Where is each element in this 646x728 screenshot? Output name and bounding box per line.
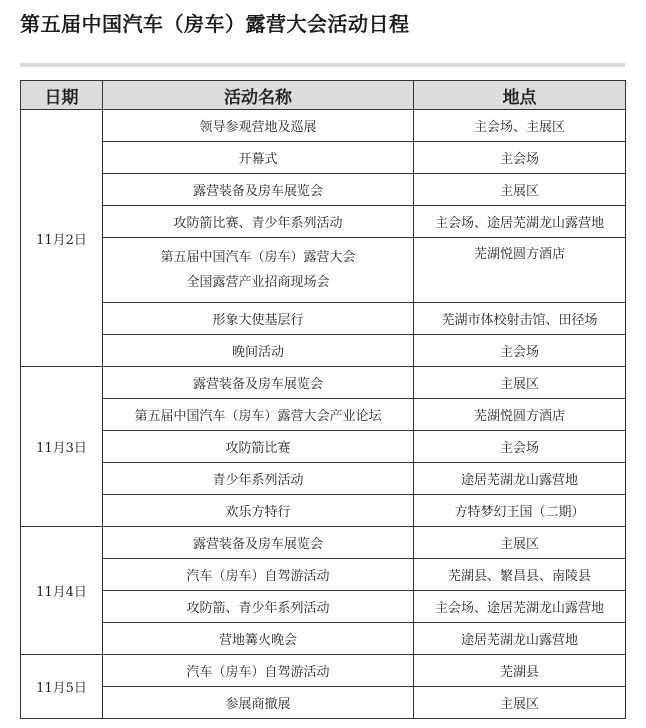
- page-title: 第五届中国汽车（房车）露营大会活动日程: [20, 12, 410, 36]
- title-divider: [20, 63, 625, 67]
- table-row: [21, 367, 626, 399]
- date-cell: 11月2日: [21, 110, 103, 367]
- activity-name: 参展商撤展: [225, 697, 291, 712]
- activity-name: 汽车（房车）自驾游活动: [186, 569, 330, 584]
- location-cell: 芜湖悦圆方酒店: [414, 399, 626, 431]
- date-cell: 11月4日: [21, 527, 103, 655]
- location-cell: 主展区: [414, 527, 626, 559]
- activity-cell: [103, 655, 414, 687]
- table-row: [21, 463, 626, 495]
- activity-cell: [103, 463, 414, 495]
- table-row: [21, 206, 626, 238]
- table-row: [21, 527, 626, 559]
- activity-cell: [103, 687, 414, 719]
- location-cell: 芜湖悦圆方酒店: [414, 238, 626, 303]
- activity-cell: [103, 335, 414, 367]
- activity-name: 全国露营产业招商现场会: [186, 275, 330, 290]
- activity-name: 第五届中国汽车（房车）露营大会产业论坛: [134, 409, 382, 424]
- table-row: [21, 335, 626, 367]
- activity-cell: [103, 431, 414, 463]
- activity-cell: [103, 367, 414, 399]
- activity-cell: [103, 495, 414, 527]
- activity-cell: [103, 206, 414, 238]
- activity-cell: [103, 174, 414, 206]
- activity-name: 露营装备及房车展览会: [192, 537, 323, 552]
- table-row: [21, 687, 626, 719]
- activity-name: 形象大使基层行: [212, 313, 304, 328]
- header-activity: 活动名称: [103, 81, 414, 110]
- location-cell: 主会场: [414, 335, 626, 367]
- location-cell: 主会场: [414, 431, 626, 463]
- activity-cell: [103, 623, 414, 655]
- activity-cell: [103, 238, 414, 303]
- table-row: [21, 142, 626, 174]
- location-cell: 途居芜湖龙山露营地: [414, 463, 626, 495]
- table-row: [21, 303, 626, 335]
- table-row: [21, 623, 626, 655]
- table-row: [21, 238, 626, 303]
- location-cell: 芜湖市体校射击馆、田径场: [414, 303, 626, 335]
- table-row: [21, 655, 626, 687]
- activity-cell: [103, 591, 414, 623]
- activity-cell: [103, 527, 414, 559]
- location-cell: 方特梦幻王国（二期）: [414, 495, 626, 527]
- location-cell: 主会场: [414, 142, 626, 174]
- activity-name: 攻防箭比赛: [225, 441, 291, 456]
- table-row: [21, 591, 626, 623]
- date-cell: 11月5日: [21, 655, 103, 719]
- activity-cell: [103, 142, 414, 174]
- location-cell: 主展区: [414, 687, 626, 719]
- schedule-table: [20, 80, 626, 719]
- activity-name: 露营装备及房车展览会: [192, 377, 323, 392]
- header-date: 日期: [21, 81, 103, 110]
- location-cell: 主展区: [414, 174, 626, 206]
- activity-cell: [103, 303, 414, 335]
- schedule-body: [21, 110, 626, 719]
- activity-name: 晚间活动: [231, 345, 284, 360]
- date-cell: 11月3日: [21, 367, 103, 527]
- table-row: [21, 559, 626, 591]
- activity-name: 欢乐方特行: [225, 505, 291, 520]
- activity-name: 汽车（房车）自驾游活动: [186, 665, 330, 680]
- location-cell: 途居芜湖龙山露营地: [414, 623, 626, 655]
- activity-cell: [103, 399, 414, 431]
- location-cell: 主会场、途居芜湖龙山露营地: [414, 206, 626, 238]
- activity-name: 营地篝火晚会: [218, 633, 297, 648]
- activity-cell: [103, 559, 414, 591]
- activity-cell: [103, 110, 414, 142]
- activity-name: 开幕式: [238, 152, 278, 167]
- activity-name: 露营装备及房车展览会: [192, 184, 323, 199]
- header-location: 地点: [414, 81, 626, 110]
- activity-name: 领导参观营地及巡展: [199, 120, 317, 135]
- table-row: [21, 399, 626, 431]
- activity-name: 攻防箭比赛、青少年系列活动: [173, 216, 343, 231]
- table-row: [21, 174, 626, 206]
- location-cell: 芜湖县、繁昌县、南陵县: [414, 559, 626, 591]
- activity-name: 攻防箭、青少年系列活动: [186, 601, 330, 616]
- table-row: [21, 110, 626, 142]
- table-row: [21, 431, 626, 463]
- location-cell: 主会场、主展区: [414, 110, 626, 142]
- location-cell: 主展区: [414, 367, 626, 399]
- activity-name: 青少年系列活动: [212, 473, 304, 488]
- activity-name: 第五届中国汽车（房车）露营大会: [160, 250, 356, 265]
- location-cell: 芜湖县: [414, 655, 626, 687]
- table-row: [21, 495, 626, 527]
- table-header-row: [21, 81, 626, 110]
- location-cell: 主会场、途居芜湖龙山露营地: [414, 591, 626, 623]
